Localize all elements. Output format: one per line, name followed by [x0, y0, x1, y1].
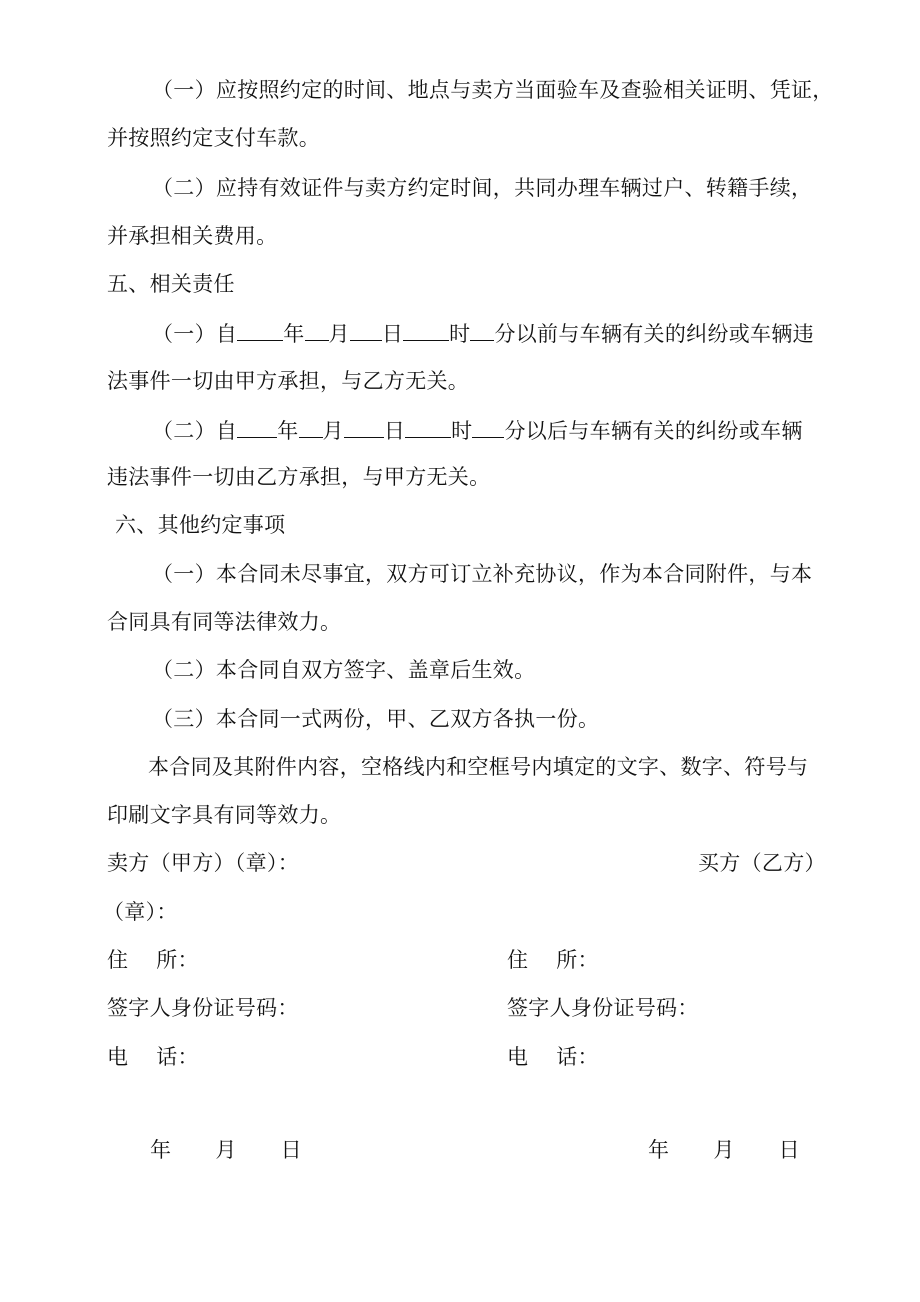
buyer-duty-2-line2: 并承担相关费用。: [107, 224, 278, 248]
seller-phone-label: 电 话：: [107, 1045, 199, 1069]
hour-label: 时: [449, 322, 471, 346]
seller-date-day: 日: [280, 1138, 302, 1162]
day-blank: [344, 415, 384, 438]
minute-blank: [470, 318, 494, 341]
minute-blank: [472, 415, 504, 438]
section6-item1-line2: 合同具有同等法律效力。: [107, 610, 342, 634]
buyer-id-label: 签字人身份证号码：: [507, 996, 699, 1020]
day-label: 日: [381, 322, 404, 346]
seller-label: 卖方（甲方）（章）：: [107, 851, 299, 875]
year-label: 年: [277, 419, 299, 443]
buyer-date-year: 年: [648, 1138, 670, 1162]
hour-blank: [405, 415, 451, 438]
buyer-date: [648, 1136, 800, 1164]
seller-date-year: 年: [150, 1138, 172, 1162]
day-label: 日: [383, 419, 406, 443]
buyer-duty-1-line1: （一）应按照约定的时间、地点与卖方当面验车及查验相关证明、凭证，: [152, 78, 834, 102]
section5-heading: 五、相关责任: [107, 272, 235, 296]
section6-item2: （二）本合同自双方签字、盖章后生效。: [152, 658, 536, 682]
section6-heading: 六、其他约定事项: [115, 513, 286, 537]
buyer-duty-1-line2: 并按照约定支付车款。: [107, 126, 320, 150]
seller-id-label: 签字人身份证号码：: [107, 996, 299, 1020]
section6-item1-line1: （一）本合同未尽事宜，双方可订立补充协议，作为本合同附件，与本: [152, 562, 813, 586]
section5-item1-line2: 法事件一切由甲方承担，与乙方无关。: [107, 369, 470, 393]
year-label: 年: [283, 322, 305, 346]
section5-item2-line2: 违法事件一切由乙方承担，与甲方无关。: [107, 465, 491, 489]
section5-item2-line1: [152, 415, 803, 445]
buyer-address-label: 住 所：: [507, 948, 599, 972]
buyer-date-month: 月: [713, 1138, 735, 1162]
seller-address-label: 住 所：: [107, 948, 199, 972]
hour-label: 时: [451, 419, 473, 443]
item2-tail: 分以后与车辆有关的纠纷或车辆: [504, 419, 803, 443]
buyer-duty-2-line1: （二）应持有效证件与卖方约定时间，共同办理车辆过户、转籍手续，: [152, 176, 813, 200]
section6-item3: （三）本合同一式两份，甲、乙双方各执一份。: [152, 707, 600, 731]
day-blank: [350, 318, 382, 341]
item1-prefix: （一）自: [152, 322, 238, 346]
seller-date: [150, 1136, 302, 1164]
section6-note-line2: 印刷文字具有同等效力。: [107, 803, 342, 827]
item1-tail: 分以前与车辆有关的纠纷或车辆违: [494, 322, 814, 346]
section5-item1-line1: [152, 318, 814, 348]
hour-blank: [403, 318, 449, 341]
month-label: 月: [328, 322, 350, 346]
seller-date-month: 月: [215, 1138, 237, 1162]
year-blank: [237, 415, 277, 438]
buyer-phone-label: 电 话：: [507, 1045, 599, 1069]
month-blank: [299, 415, 323, 438]
item2-prefix: （二）自: [152, 419, 238, 443]
month-blank: [305, 318, 329, 341]
month-label: 月: [322, 419, 344, 443]
section6-note-line1: 本合同及其附件内容，空格线内和空框号内填定的文字、数字、符号与: [148, 755, 809, 779]
buyer-date-day: 日: [778, 1138, 800, 1162]
buyer-label-cont: （章）：: [103, 900, 178, 924]
buyer-label: 买方（乙方）: [698, 851, 826, 875]
year-blank: [237, 318, 283, 341]
